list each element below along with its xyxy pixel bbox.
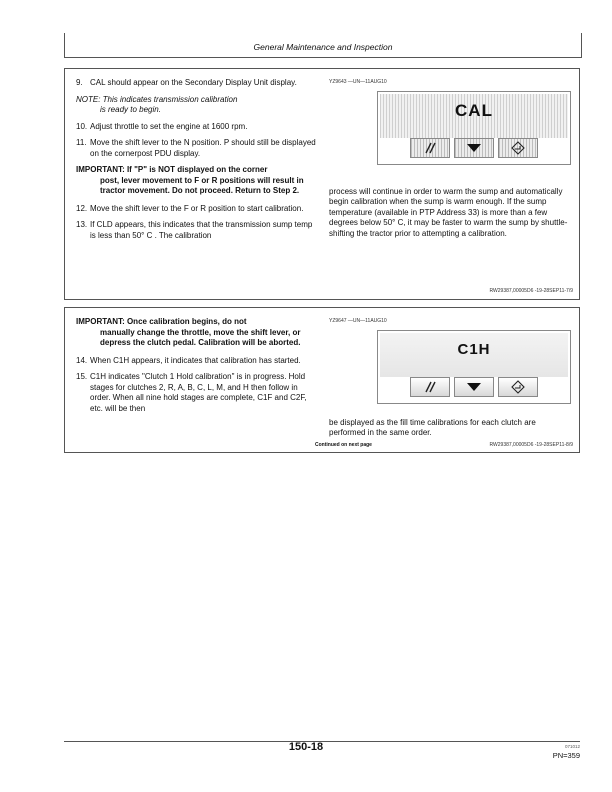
slash-icon xyxy=(410,377,450,397)
important-line-2: manually change the throttle, move the shift lever, or depress the clutch pedal. Calibration will be aborted. xyxy=(100,327,301,347)
step-9 xyxy=(76,78,316,89)
step-12 xyxy=(76,204,316,215)
figure-id: YZ9647 —UN—11AUG10 xyxy=(329,318,387,324)
reference-code: RW29387,00005D6 -19-28SEP11-8/9 xyxy=(489,442,573,448)
step-number: 15. xyxy=(76,372,88,381)
note xyxy=(76,95,316,116)
step-text: Adjust throttle to set the engine at 1600 rpm. xyxy=(90,121,248,131)
display-button-row xyxy=(380,138,568,162)
reference-code: RW29387,00005D6 -19-28SEP11-7/9 xyxy=(489,288,573,294)
secondary-display-figure xyxy=(377,330,571,404)
display-screen xyxy=(380,94,568,138)
footer-code: 071012 xyxy=(564,744,580,749)
step-text: If CLD appears, this indicates that the transmission sump temp is less than 50° C . The calibration xyxy=(90,220,313,240)
header-frame xyxy=(64,33,582,58)
enter-icon xyxy=(498,138,538,158)
continued-notice: Continued on next page xyxy=(315,442,372,448)
step-text: When C1H appears, it indicates that calibration has started. xyxy=(90,355,301,365)
section-c1h-left-column xyxy=(76,317,316,420)
step-10 xyxy=(76,122,316,133)
section-cal-right-column xyxy=(329,77,573,239)
note-line-2: is ready to begin. xyxy=(100,105,161,114)
important-notice xyxy=(76,317,316,349)
display-readout: CAL xyxy=(455,101,493,121)
down-arrow-icon xyxy=(454,377,494,397)
slash-icon xyxy=(410,138,450,158)
step-number: 11. xyxy=(76,138,87,147)
secondary-display-figure xyxy=(377,91,571,165)
step-15 xyxy=(76,372,316,414)
section-cal xyxy=(64,68,580,300)
pn-label: PN=359 xyxy=(552,751,580,760)
display-screen xyxy=(380,333,568,377)
display-button-row xyxy=(380,377,568,401)
down-arrow-icon xyxy=(454,138,494,158)
step-number: 9. xyxy=(76,78,83,87)
continuation-text: be displayed as the fill time calibrations for each clutch are performed in the same order. xyxy=(329,417,536,437)
figure-id: YZ9643 —UN—11AUG10 xyxy=(329,79,387,85)
step-text: C1H indicates "Clutch 1 Hold calibration" is in progress. Hold stages for clutches 2, R, A, B, C, L, M, and H then follow in order. When all nine hold stages are complete, C1F and C2F, etc. will be then xyxy=(90,372,307,413)
step-number: 14. xyxy=(76,355,88,365)
continuation-text: process will continue in order to warm the sump and automatically begin calibration when the sump is warm enough. If the sump temperature (available in PTP Address 33) is more than a few degrees below 50° C, it may be faster to warm the sump by shuttle-shifting the tractor prior to attempting a calibration. xyxy=(329,186,568,238)
step-text: Move the shift lever to the F or R position to start calibration. xyxy=(90,203,304,213)
step-13 xyxy=(76,220,316,241)
section-c1h xyxy=(64,307,580,453)
enter-icon xyxy=(498,377,538,397)
note-line-1: NOTE: This indicates transmission calibration xyxy=(76,94,238,104)
header-title: General Maintenance and Inspection xyxy=(253,42,393,52)
step-text: CAL should appear on the Secondary Display Unit display. xyxy=(90,78,297,87)
step-number: 12. xyxy=(76,203,88,213)
important-line-2: post, lever movement to F or R positions will result in tractor movement. Do not proceed. Return to Step 2. xyxy=(100,175,304,195)
section-cal-left-column xyxy=(76,78,316,247)
step-number: 10. xyxy=(76,121,88,131)
step-14 xyxy=(76,356,316,367)
display-readout: C1H xyxy=(457,341,491,359)
page-number: 150-18 xyxy=(288,741,324,753)
step-text: Move the shift lever to the N position. P should still be displayed on the cornerpost PDU display. xyxy=(90,138,316,158)
step-11 xyxy=(76,138,316,159)
important-line-1: IMPORTANT: If "P" is NOT displayed on the corner xyxy=(76,165,268,174)
section-c1h-right-column xyxy=(329,316,573,439)
important-line-1: IMPORTANT: Once calibration begins, do not xyxy=(76,317,247,326)
important-notice xyxy=(76,165,316,197)
step-number: 13. xyxy=(76,220,88,229)
